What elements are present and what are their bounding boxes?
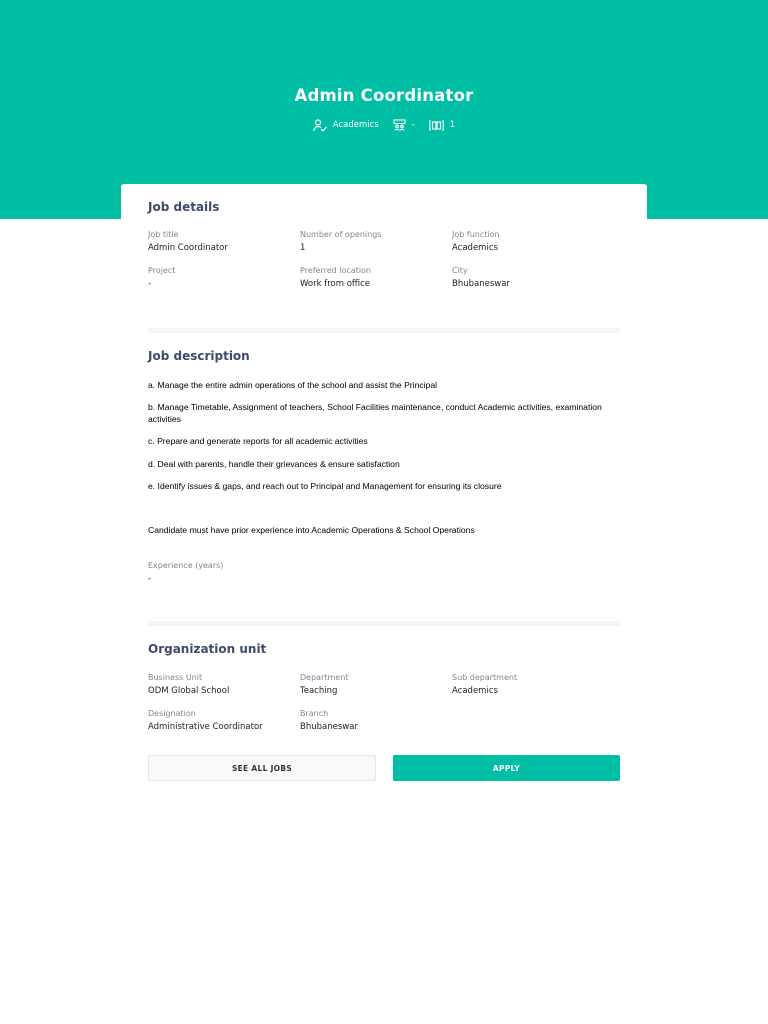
field-department: Department Teaching: [300, 673, 349, 696]
field-project: Project -: [148, 266, 176, 289]
meta-openings: [429, 120, 455, 131]
job-description-requirement: Candidate must have prior experience into Academic Operations & School Operations: [148, 525, 475, 535]
job-description-item: c. Prepare and generate reports for all academic activities: [148, 436, 368, 446]
job-description-item: a. Manage the entire admin operations of the school and assist the Principal: [148, 380, 438, 390]
job-description-item: e. Identify issues & gaps, and reach out to Principal and Management for ensuring its closure: [148, 481, 502, 491]
job-card: [121, 184, 647, 804]
team-icon: [393, 119, 406, 131]
field-experience: Experience (years) -: [148, 561, 224, 584]
page-title: Admin Coordinator: [294, 86, 474, 105]
field-job-function: Job function Academics: [452, 230, 500, 253]
section-divider: [148, 621, 620, 626]
field-branch: Branch Bhubaneswar: [300, 709, 358, 732]
meta-openings-text: 1: [449, 120, 456, 130]
meta-job-function: [313, 119, 379, 132]
meta-team: [393, 119, 415, 131]
field-preferred-location: Preferred location Work from office: [300, 266, 372, 289]
see-all-jobs-button[interactable]: SEE ALL JOBS: [148, 755, 376, 781]
job-meta: [0, 116, 768, 134]
job-description-item: b. Manage Timetable, Assignment of teachers, School Facilities maintenance, conduct Academic activities, examination activities: [148, 402, 602, 424]
section-divider: [148, 328, 620, 333]
field-job-title: Job title Admin Coordinator: [148, 230, 228, 253]
job-description-item: d. Deal with parents, handle their grievances & ensure satisfaction: [148, 459, 400, 469]
meta-team-text: -: [411, 120, 415, 130]
job-description-title: Job description: [148, 349, 250, 363]
job-details-grid: [148, 230, 618, 302]
organization-grid: [148, 673, 618, 745]
user-check-icon: [313, 119, 327, 132]
openings-icon: [429, 120, 444, 131]
job-details-title: Job details: [148, 200, 220, 214]
field-business-unit: Business Unit ODM Global School: [148, 673, 230, 696]
apply-button[interactable]: APPLY: [393, 755, 620, 781]
field-sub-department: Sub department Academics: [452, 673, 518, 696]
field-city: City Bhubaneswar: [452, 266, 510, 289]
field-openings: Number of openings 1: [300, 230, 382, 253]
organization-unit-title: Organization unit: [148, 642, 267, 656]
meta-job-function-text: Academics: [332, 120, 379, 130]
field-designation: Designation Administrative Coordinator: [148, 709, 263, 732]
